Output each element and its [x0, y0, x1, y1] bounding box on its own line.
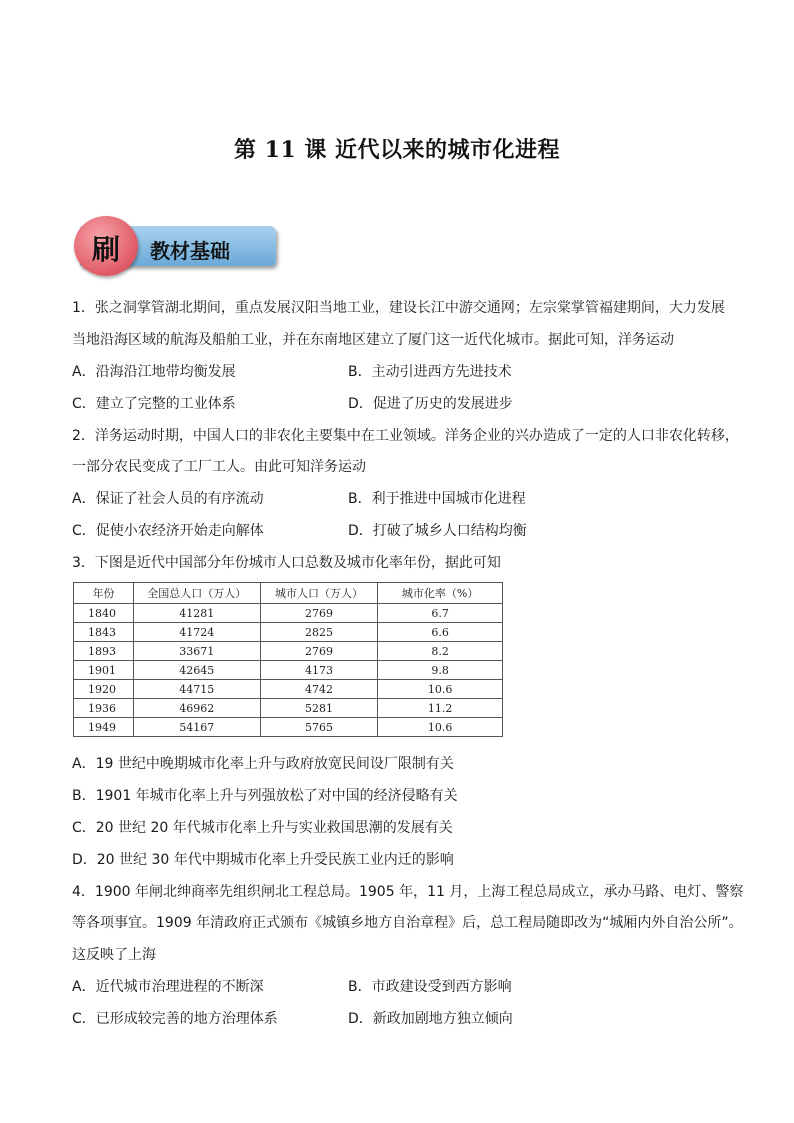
q4-option-a: A．近代城市治理进程的不断深 [72, 979, 264, 995]
q1-option-b: B．主动引进西方先进技术 [348, 364, 512, 380]
table-cell: 6.6 [378, 623, 503, 642]
table-cell: 1843 [74, 623, 134, 642]
q4-stem-line2: 等各项事宜。1909 年清政府正式颁布《城镇乡地方自治章程》后，总工程局随即改为“城厢内外自治公所”。 [72, 915, 743, 931]
table-cell: 10.6 [378, 680, 503, 699]
table-cell: 11.2 [378, 699, 503, 718]
table-cell: 5281 [260, 699, 378, 718]
population-table [73, 582, 503, 737]
section-badge-char: 刷 [91, 233, 120, 266]
table-cell: 46962 [133, 699, 260, 718]
q2-option-c: C．促使小农经济开始走向解体 [72, 523, 264, 539]
q4-option-d: D．新政加剧地方独立倾向 [348, 1011, 513, 1027]
table-header-cell: 城市人口（万人） [260, 583, 378, 604]
q4-stem-line1: 4．1900 年闸北绅商率先组织闸北工程总局。1905 年，11 月，上海工程总局成立，承办马路、电灯、警察 [72, 884, 744, 900]
q2-option-a: A．保证了社会人员的有序流动 [72, 491, 264, 507]
q2-option-d: D．打破了城乡人口结构均衡 [348, 523, 527, 539]
table-row [74, 642, 503, 661]
section-banner [74, 216, 278, 280]
section-label: 教材基础 [150, 239, 230, 263]
table-header-cell: 全国总人口（万人） [133, 583, 260, 604]
q3-option-d: D．20 世纪 30 年代中期城市化率上升受民族工业内迁的影响 [72, 852, 454, 868]
q2-stem-line2: 一部分农民变成了工厂工人。由此可知洋务运动 [72, 459, 366, 475]
page-title: 第 11 课 近代以来的城市化进程 [233, 137, 561, 163]
q3-option-b: B．1901 年城市化率上升与列强放松了对中国的经济侵略有关 [72, 788, 458, 804]
table-cell: 44715 [133, 680, 260, 699]
table-cell: 2769 [260, 604, 378, 623]
table-cell: 1901 [74, 661, 134, 680]
table-header-cell: 年份 [74, 583, 134, 604]
table-cell: 1920 [74, 680, 134, 699]
table-cell: 1840 [74, 604, 134, 623]
table-row [74, 699, 503, 718]
table-cell: 4742 [260, 680, 378, 699]
table-cell: 1893 [74, 642, 134, 661]
q1-stem-line2: 当地沿海区域的航海及船舶工业，并在东南地区建立了厦门这一近代化城市。据此可知，洋务运动 [72, 332, 674, 348]
q2-stem-line1: 2．洋务运动时期，中国人口的非农化主要集中在工业领域。洋务企业的兴办造成了一定的人口非农化转移， [72, 428, 739, 444]
table-cell: 6.7 [378, 604, 503, 623]
q1-option-d: D．促进了历史的发展进步 [348, 396, 513, 412]
table-cell: 33671 [133, 642, 260, 661]
table-cell: 2825 [260, 623, 378, 642]
table-row [74, 604, 503, 623]
table-cell: 4173 [260, 661, 378, 680]
table-header-row [74, 583, 503, 604]
table-row [74, 718, 503, 737]
table-row [74, 661, 503, 680]
q1-option-a: A．沿海沿江地带均衡发展 [72, 364, 236, 380]
q4-stem-line3: 这反映了上海 [72, 947, 156, 963]
table-cell: 2769 [260, 642, 378, 661]
q3-stem-line1: 3．下图是近代中国部分年份城市人口总数及城市化率年份，据此可知 [72, 555, 501, 571]
table-cell: 41724 [133, 623, 260, 642]
table-cell: 8.2 [378, 642, 503, 661]
q3-option-c: C．20 世纪 20 年代城市化率上升与实业救国思潮的发展有关 [72, 820, 453, 836]
q2-option-b: B．利于推进中国城市化进程 [348, 491, 526, 507]
q4-option-b: B．市政建设受到西方影响 [348, 979, 512, 995]
table-cell: 5765 [260, 718, 378, 737]
table-cell: 1936 [74, 699, 134, 718]
table-cell: 54167 [133, 718, 260, 737]
table-cell: 9.8 [378, 661, 503, 680]
table-cell: 42645 [133, 661, 260, 680]
table-cell: 10.6 [378, 718, 503, 737]
q1-option-c: C．建立了完整的工业体系 [72, 396, 236, 412]
q4-option-c: C．已形成较完善的地方治理体系 [72, 1011, 278, 1027]
table-header-cell: 城市化率（%） [378, 583, 503, 604]
table-cell: 41281 [133, 604, 260, 623]
table-cell: 1949 [74, 718, 134, 737]
q3-option-a: A．19 世纪中晚期城市化率上升与政府放宽民间设厂限制有关 [72, 756, 454, 772]
q1-stem-line1: 1．张之洞掌管湖北期间，重点发展汉阳当地工业，建设长江中游交通网；左宗棠掌管福建期间，大力发展 [72, 300, 725, 316]
table-row [74, 623, 503, 642]
table-row [74, 680, 503, 699]
